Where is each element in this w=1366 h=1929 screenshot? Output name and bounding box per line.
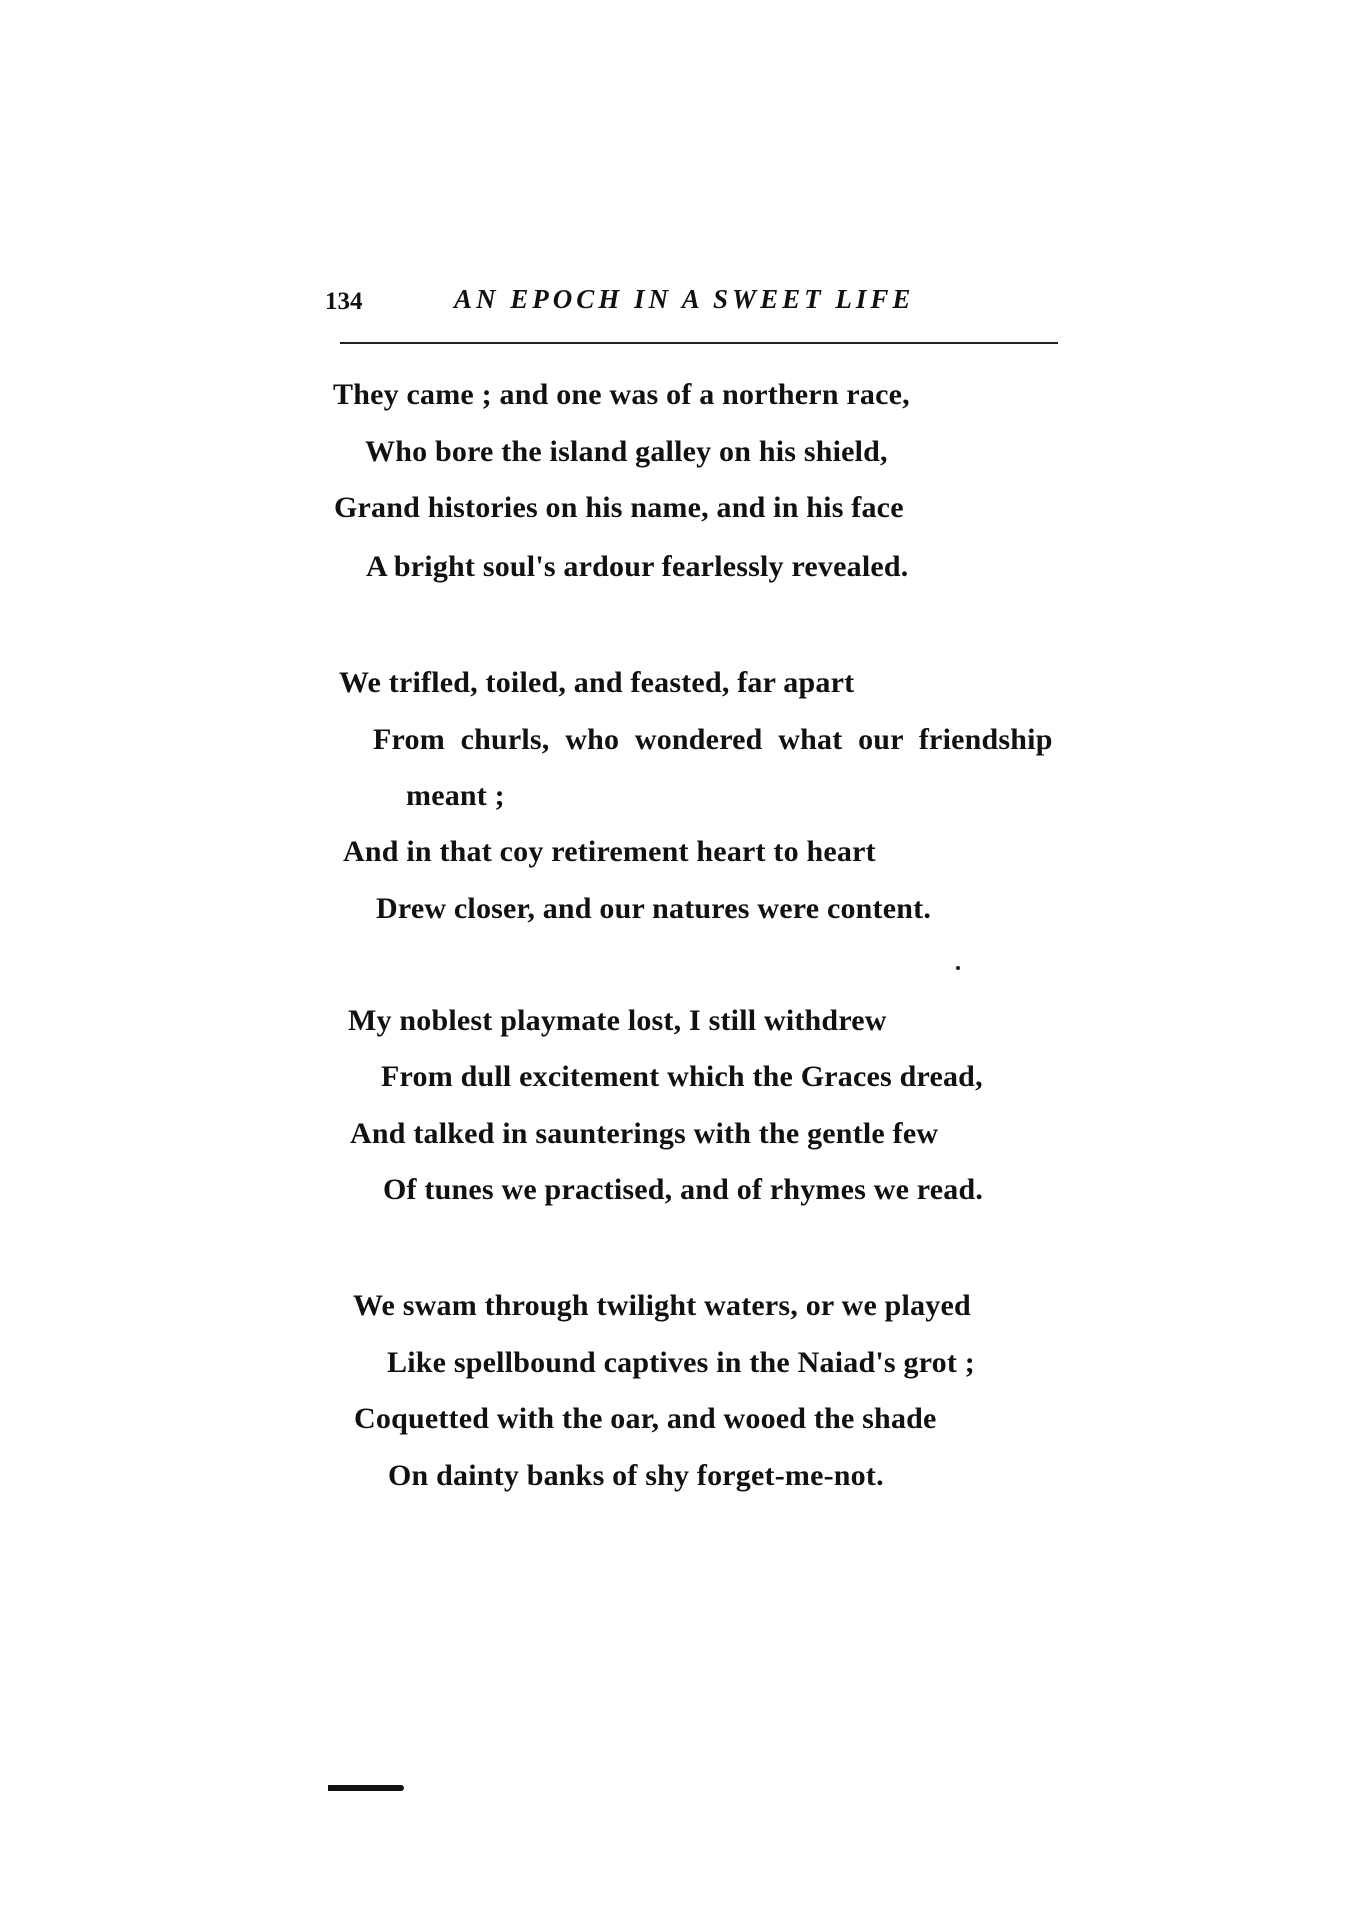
poem-line: From dull excitement which the Graces dread, [381,1060,983,1093]
poem-line: On dainty banks of shy forget-me-not. [388,1459,884,1492]
running-title: AN EPOCH IN A SWEET LIFE [454,284,915,314]
header-rule [340,342,1058,344]
poem-line: Of tunes we practised, and of rhymes we read. [383,1173,984,1206]
poem-line: From churls, who wondered what our friendship [373,723,1053,756]
poem-line: Like spellbound captives in the Naiad's grot ; [387,1346,975,1379]
speck [956,966,960,970]
poem-line: And talked in saunterings with the gentle few [350,1117,939,1150]
poem-line: Coquetted with the oar, and wooed the shade [354,1402,937,1435]
poem-line: We swam through twilight waters, or we played [353,1289,971,1322]
poem-line: My noblest playmate lost, I still withdrew [348,1004,887,1037]
poem-line: Who bore the island galley on his shield, [365,435,888,468]
poem-line: And in that coy retirement heart to heart [343,835,876,868]
running-head [325,282,1065,318]
poem-line: meant ; [406,779,505,812]
poem-line: Drew closer, and our natures were content. [376,892,932,925]
poem-line: They came ; and one was of a northern race, [333,378,910,411]
poem-line: We trifled, toiled, and feasted, far apart [339,666,855,699]
poem-line: Grand histories on his name, and in his face [334,491,904,524]
page-number: 134 [325,288,363,315]
ink-smudge [328,1785,404,1791]
poem-line: A bright soul's ardour fearlessly revealed. [366,550,909,583]
